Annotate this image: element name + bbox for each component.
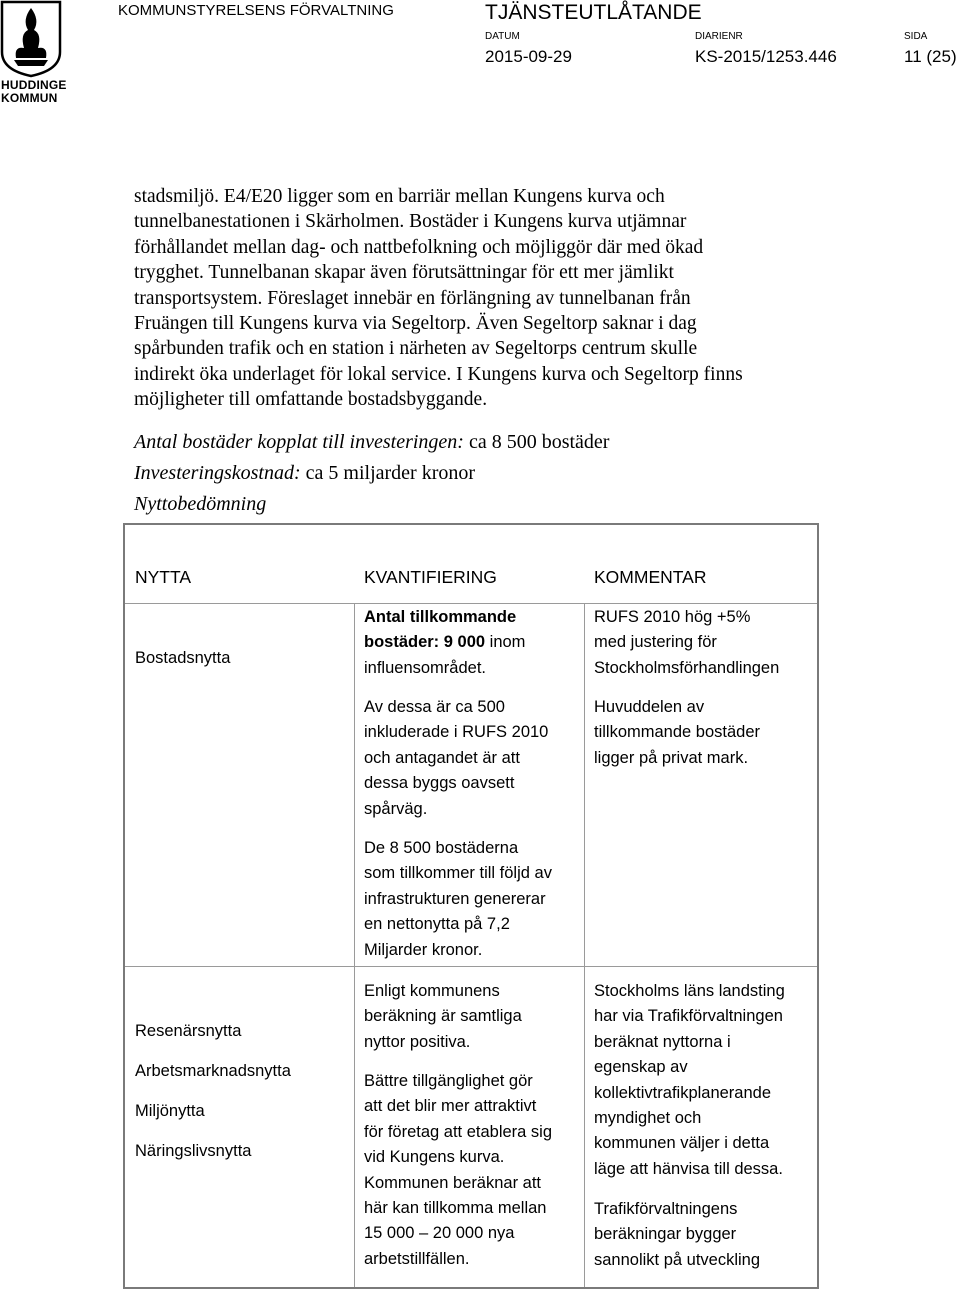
header-nytta: NYTTA	[135, 567, 192, 587]
sida-label: SIDA	[904, 31, 928, 42]
table-header-divider	[125, 603, 817, 604]
row1-kvant-bold: Antal tillkommande bostäder: 9 000	[364, 608, 517, 652]
datum-value: 2015-09-29	[485, 47, 572, 66]
logo-name: HUDDINGE	[1, 78, 67, 92]
row1-kvant-1	[364, 605, 525, 681]
row2-komm-2: Trafikförvaltningens beräkningar bygger sannolikt på utveckling	[594, 1200, 761, 1269]
nyttobedomning-heading	[134, 493, 266, 516]
diarienr-label: DIARIENR	[695, 31, 743, 42]
row1-komm-2: Huvuddelen av tillkommande bostäder ligger på privat mark.	[594, 698, 760, 767]
diarienr-value: KS-2015/1253.446	[695, 47, 837, 66]
body-paragraph: stadsmiljö. E4/E20 ligger som en barriär mellan Kungens kurva och tunnelbanestationen i Skärholmen. Bostäder i Kungens kurva utjämnar förhållandet mellan dag- och nattbefolkning och möjliggör där med ökad trygghet. Tunnelbanan skapar även förutsättningar för ett mer jämlikt transportsystem. Föreslaget innebär en förlängning av tunnelbanan från Fruängen till Kungens kurva via Segeltorp. Även Segeltorp saknar i dag spårbunden trafik och en station i närheten av Segeltorps centrum skulle indirekt öka underlaget för lokal service. I Kungens kurva och Segeltorp finns möjligheter till omfattande bostadsbyggande.	[134, 186, 743, 411]
table-col-divider-2	[584, 603, 585, 1287]
kostnad-label: Investeringskostnad:	[134, 462, 301, 484]
kostnad-value: ca 5 miljarder kronor	[300, 462, 476, 484]
datum-label: DATUM	[485, 31, 520, 42]
organization-name: KOMMUNSTYRELSENS FÖRVALTNING	[118, 2, 394, 19]
row1-nytta: Bostadsnytta	[135, 649, 231, 667]
row1-kvant-rest: inom influensområdet.	[364, 633, 526, 677]
sida-value: 11 (25)	[904, 47, 957, 66]
row1-komm-1: RUFS 2010 hög +5% med justering för Stockholmsförhandlingen	[594, 608, 780, 677]
antal-value: ca 8 500 bostäder	[463, 431, 610, 453]
row2-nytta-3: Miljönytta	[135, 1102, 205, 1120]
table-col-divider-1	[354, 603, 355, 1287]
antal-bostader-line	[134, 431, 609, 454]
logo-sub: KOMMUN	[1, 91, 58, 105]
document-type: TJÄNSTEUTLÅTANDE	[485, 1, 702, 24]
row1-kvant-2: Av dessa är ca 500 inkluderade i RUFS 2010 och antagandet är att dessa byggs oavsett spårväg.	[364, 698, 549, 818]
row2-nytta-1: Resenärsnytta	[135, 1022, 242, 1040]
logo-text	[1, 79, 67, 105]
row2-komm-1: Stockholms läns landsting har via Trafikförvaltningen beräknat nyttorna i egenskap av kollektivtrafikplanerande myndighet och kommunen väljer i detta läge att hänvisa till dessa.	[594, 982, 785, 1178]
row2-kvant-2: Bättre tillgänglighet gör att det blir mer attraktivt för företag att etablera sig vid Kungens kurva. Kommunen beräknar att här kan tillkomma mellan 15 000 – 20 000 nya arbetstillfällen.	[364, 1072, 553, 1268]
row2-nytta-2: Arbetsmarknadsnytta	[135, 1062, 291, 1080]
header-kommentar: KOMMENTAR	[594, 567, 707, 587]
nytto-heading-text: Nyttobedömning	[134, 493, 267, 515]
nytta-table	[123, 523, 819, 1289]
table-row-divider	[125, 966, 817, 967]
header-kvantifiering: KVANTIFIERING	[364, 567, 497, 587]
row2-kvant-1: Enligt kommunens beräkning är samtliga nyttor positiva.	[364, 982, 522, 1051]
coat-of-arms-icon	[0, 0, 62, 78]
investeringskostnad-line	[134, 462, 475, 485]
antal-label: Antal bostäder kopplat till investeringen:	[134, 431, 464, 453]
row2-nytta-4: Näringslivsnytta	[135, 1142, 252, 1160]
row1-kvant-3: De 8 500 bostäderna som tillkommer till följd av infrastrukturen genererar en nettonytta på 7,2 Miljarder kronor.	[364, 839, 552, 959]
